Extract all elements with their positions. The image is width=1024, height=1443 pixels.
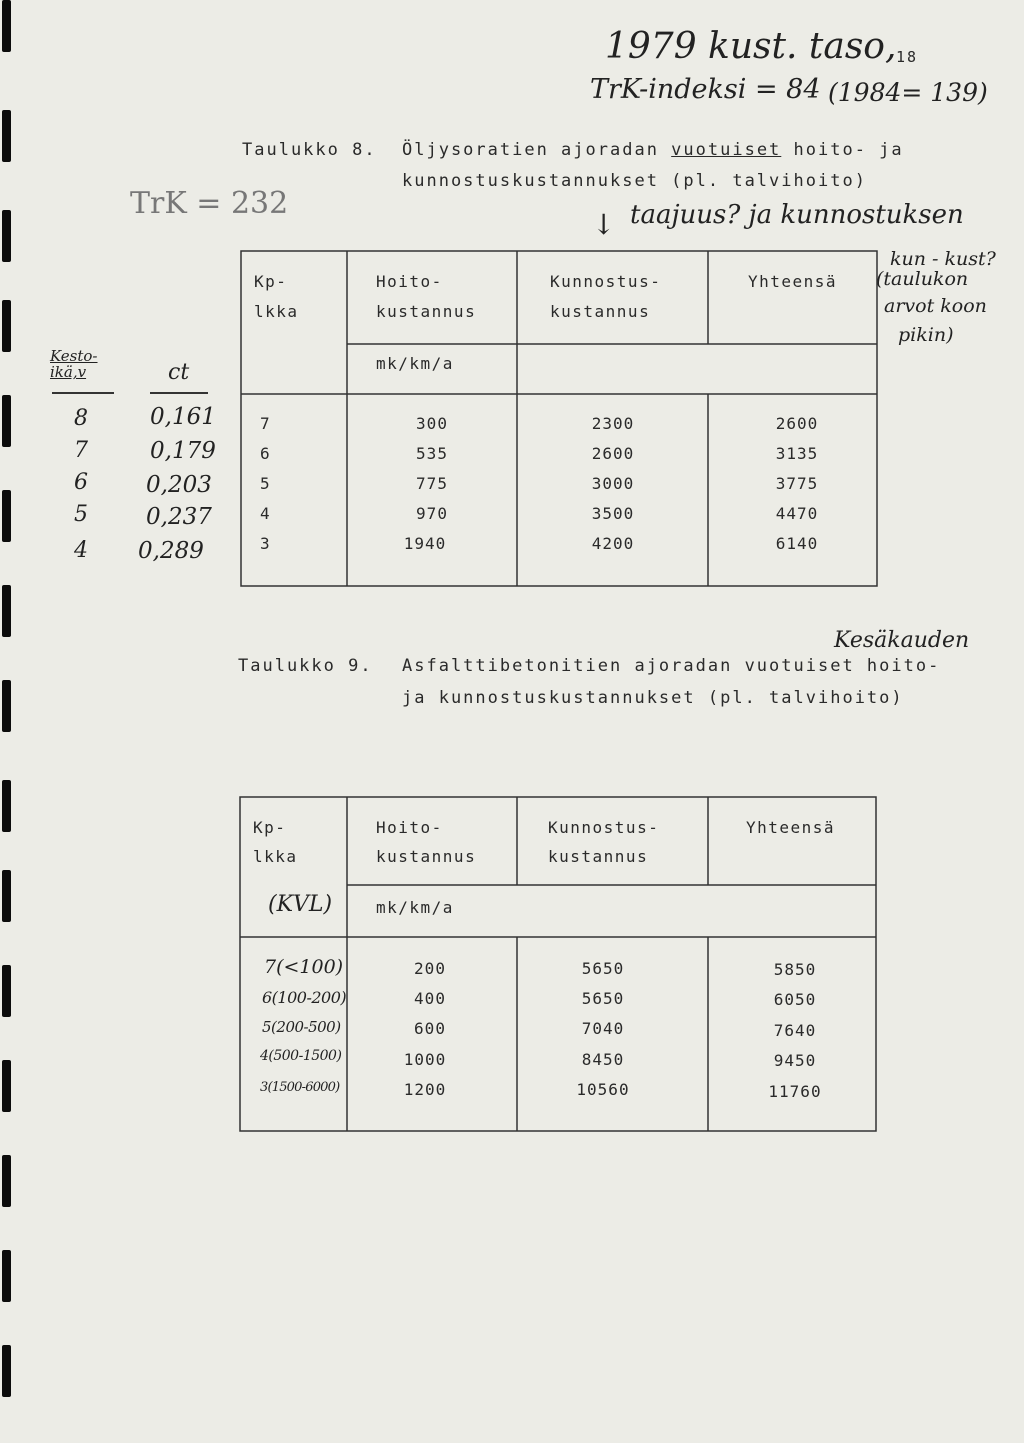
handwritten-margin-note: kun - kust? — [890, 248, 996, 270]
table9-row-kunnostus: 8450 — [581, 1050, 625, 1069]
table8-header-kunnostus: kustannus — [550, 302, 651, 321]
table9-row-hoito: 200 — [414, 959, 446, 978]
table8-row-yhteensa: 3135 — [775, 444, 819, 463]
table8-row-hoito: 535 — [416, 444, 448, 463]
side-age: 7 — [74, 438, 88, 463]
caption-text: Öljysoratien ajoradan — [402, 140, 672, 160]
table8-header-kunnostus: Kunnostus- — [550, 272, 662, 291]
handwritten-kesakauden-note: Kesäkauden — [834, 628, 970, 653]
table9-row-kp: 6(100-200) — [262, 988, 347, 1007]
table9-row-hoito: 1200 — [403, 1080, 447, 1099]
table8-row-kp: 3 — [260, 534, 271, 553]
page-number: 18 — [896, 48, 919, 66]
side-header-lifetime: Kesto-ikä,v — [50, 347, 98, 381]
table9-caption-label: Taulukko 9. — [238, 656, 373, 676]
table9-header-kp: lkka — [253, 847, 298, 866]
caption-underlined-word: vuotuiset — [671, 140, 782, 160]
table9-header-yhteensa: Yhteensä — [746, 818, 836, 837]
table8-row-kunnostus: 2600 — [591, 444, 635, 463]
table8-row-kunnostus: 3000 — [591, 474, 635, 493]
side-header-ct: ct — [168, 360, 190, 385]
caption-text: hoito- ja — [781, 140, 904, 160]
table9-row-kunnostus: 5650 — [581, 989, 625, 1008]
table9-row-yhteensa: 11760 — [768, 1082, 822, 1101]
handwritten-margin-note: arvot koon — [884, 295, 987, 317]
table9-row-hoito: 1000 — [403, 1050, 447, 1069]
handwritten-frequency-note: taajuus? ja kunnostuksen — [630, 200, 964, 230]
table8-row-kp: 7 — [260, 414, 271, 433]
table9-row-kp: 4(500-1500) — [260, 1048, 342, 1064]
handwritten-margin-note: pikin) — [898, 324, 954, 346]
table8-caption-label: Taulukko 8. — [242, 140, 377, 160]
table9-caption-line1: Asfalttibetonitien ajoradan vuotuiset hoito- — [402, 656, 941, 676]
table9-row-yhteensa: 9450 — [773, 1051, 817, 1070]
handwritten-margin-note: (taulukon — [876, 268, 969, 290]
table9-row-yhteensa: 7640 — [773, 1021, 817, 1040]
side-ct: 0,161 — [150, 404, 216, 430]
handwritten-kvl-note: (KVL) — [268, 892, 333, 917]
side-age: 4 — [74, 538, 88, 563]
handwritten-cost-level-note: 1979 kust. taso, — [605, 26, 897, 67]
handwritten-index-note: TrK-indeksi = 84 — [590, 74, 821, 105]
table8-row-kunnostus: 4200 — [591, 534, 635, 553]
table8-header-yhteensa: Yhteensä — [748, 272, 838, 291]
side-age: 8 — [74, 406, 88, 431]
table8-header-kp: lkka — [254, 302, 299, 321]
table8-caption-line2: kunnostuskustannukset (pl. talvihoito) — [402, 171, 867, 191]
side-age: 5 — [74, 502, 88, 527]
table9-row-kunnostus: 5650 — [581, 959, 625, 978]
table8-header-hoito: Hoito- — [376, 272, 443, 291]
table9-header-kunnostus: kustannus — [548, 847, 649, 866]
table8-row-hoito: 775 — [416, 474, 448, 493]
down-arrow-icon: ↓ — [592, 208, 616, 241]
table9-row-hoito: 600 — [414, 1019, 446, 1038]
handwritten-index-1984-note: (1984= 139) — [828, 78, 988, 107]
table8-header-kp: Kp- — [254, 272, 288, 291]
table9-row-yhteensa: 5850 — [773, 960, 817, 979]
table8-row-hoito: 300 — [416, 414, 448, 433]
table8-header-unit: mk/km/a — [376, 354, 454, 373]
table8-row-kp: 6 — [260, 444, 271, 463]
table9-row-hoito: 400 — [414, 989, 446, 1008]
side-age: 6 — [74, 470, 88, 495]
table9-header-unit: mk/km/a — [376, 898, 454, 917]
table9-row-kp: 3(1500-6000) — [260, 1080, 340, 1095]
table9-row-kunnostus: 10560 — [576, 1080, 630, 1099]
table8-row-hoito: 970 — [416, 504, 448, 523]
side-ct: 0,179 — [150, 438, 216, 464]
table8-row-hoito: 1940 — [403, 534, 447, 553]
side-ct: 0,289 — [138, 538, 204, 564]
table8-row-kp: 4 — [260, 504, 271, 523]
table9-row-yhteensa: 6050 — [773, 990, 817, 1009]
table8-row-yhteensa: 3775 — [775, 474, 819, 493]
table9-row-kp: 7(<100) — [264, 956, 344, 978]
table8-row-yhteensa: 6140 — [775, 534, 819, 553]
table8-header-hoito: kustannus — [376, 302, 477, 321]
table8-row-yhteensa: 4470 — [775, 504, 819, 523]
table9-header-kunnostus: Kunnostus- — [548, 818, 660, 837]
side-ct: 0,203 — [146, 472, 212, 498]
table9-row-kp: 5(200-500) — [262, 1018, 341, 1036]
table8-row-kunnostus: 2300 — [591, 414, 635, 433]
side-ct: 0,237 — [146, 504, 212, 530]
table9-header-kp: Kp- — [253, 818, 287, 837]
table8-row-kunnostus: 3500 — [591, 504, 635, 523]
handwritten-trk-value: TrK = 232 — [130, 186, 289, 221]
table9-caption-line2: ja kunnostuskustannukset (pl. talvihoito) — [402, 688, 904, 708]
table9-header-hoito: kustannus — [376, 847, 477, 866]
table8-row-kp: 5 — [260, 474, 271, 493]
table8-row-yhteensa: 2600 — [775, 414, 819, 433]
table9-row-kunnostus: 7040 — [581, 1019, 625, 1038]
table9-header-hoito: Hoito- — [376, 818, 443, 837]
